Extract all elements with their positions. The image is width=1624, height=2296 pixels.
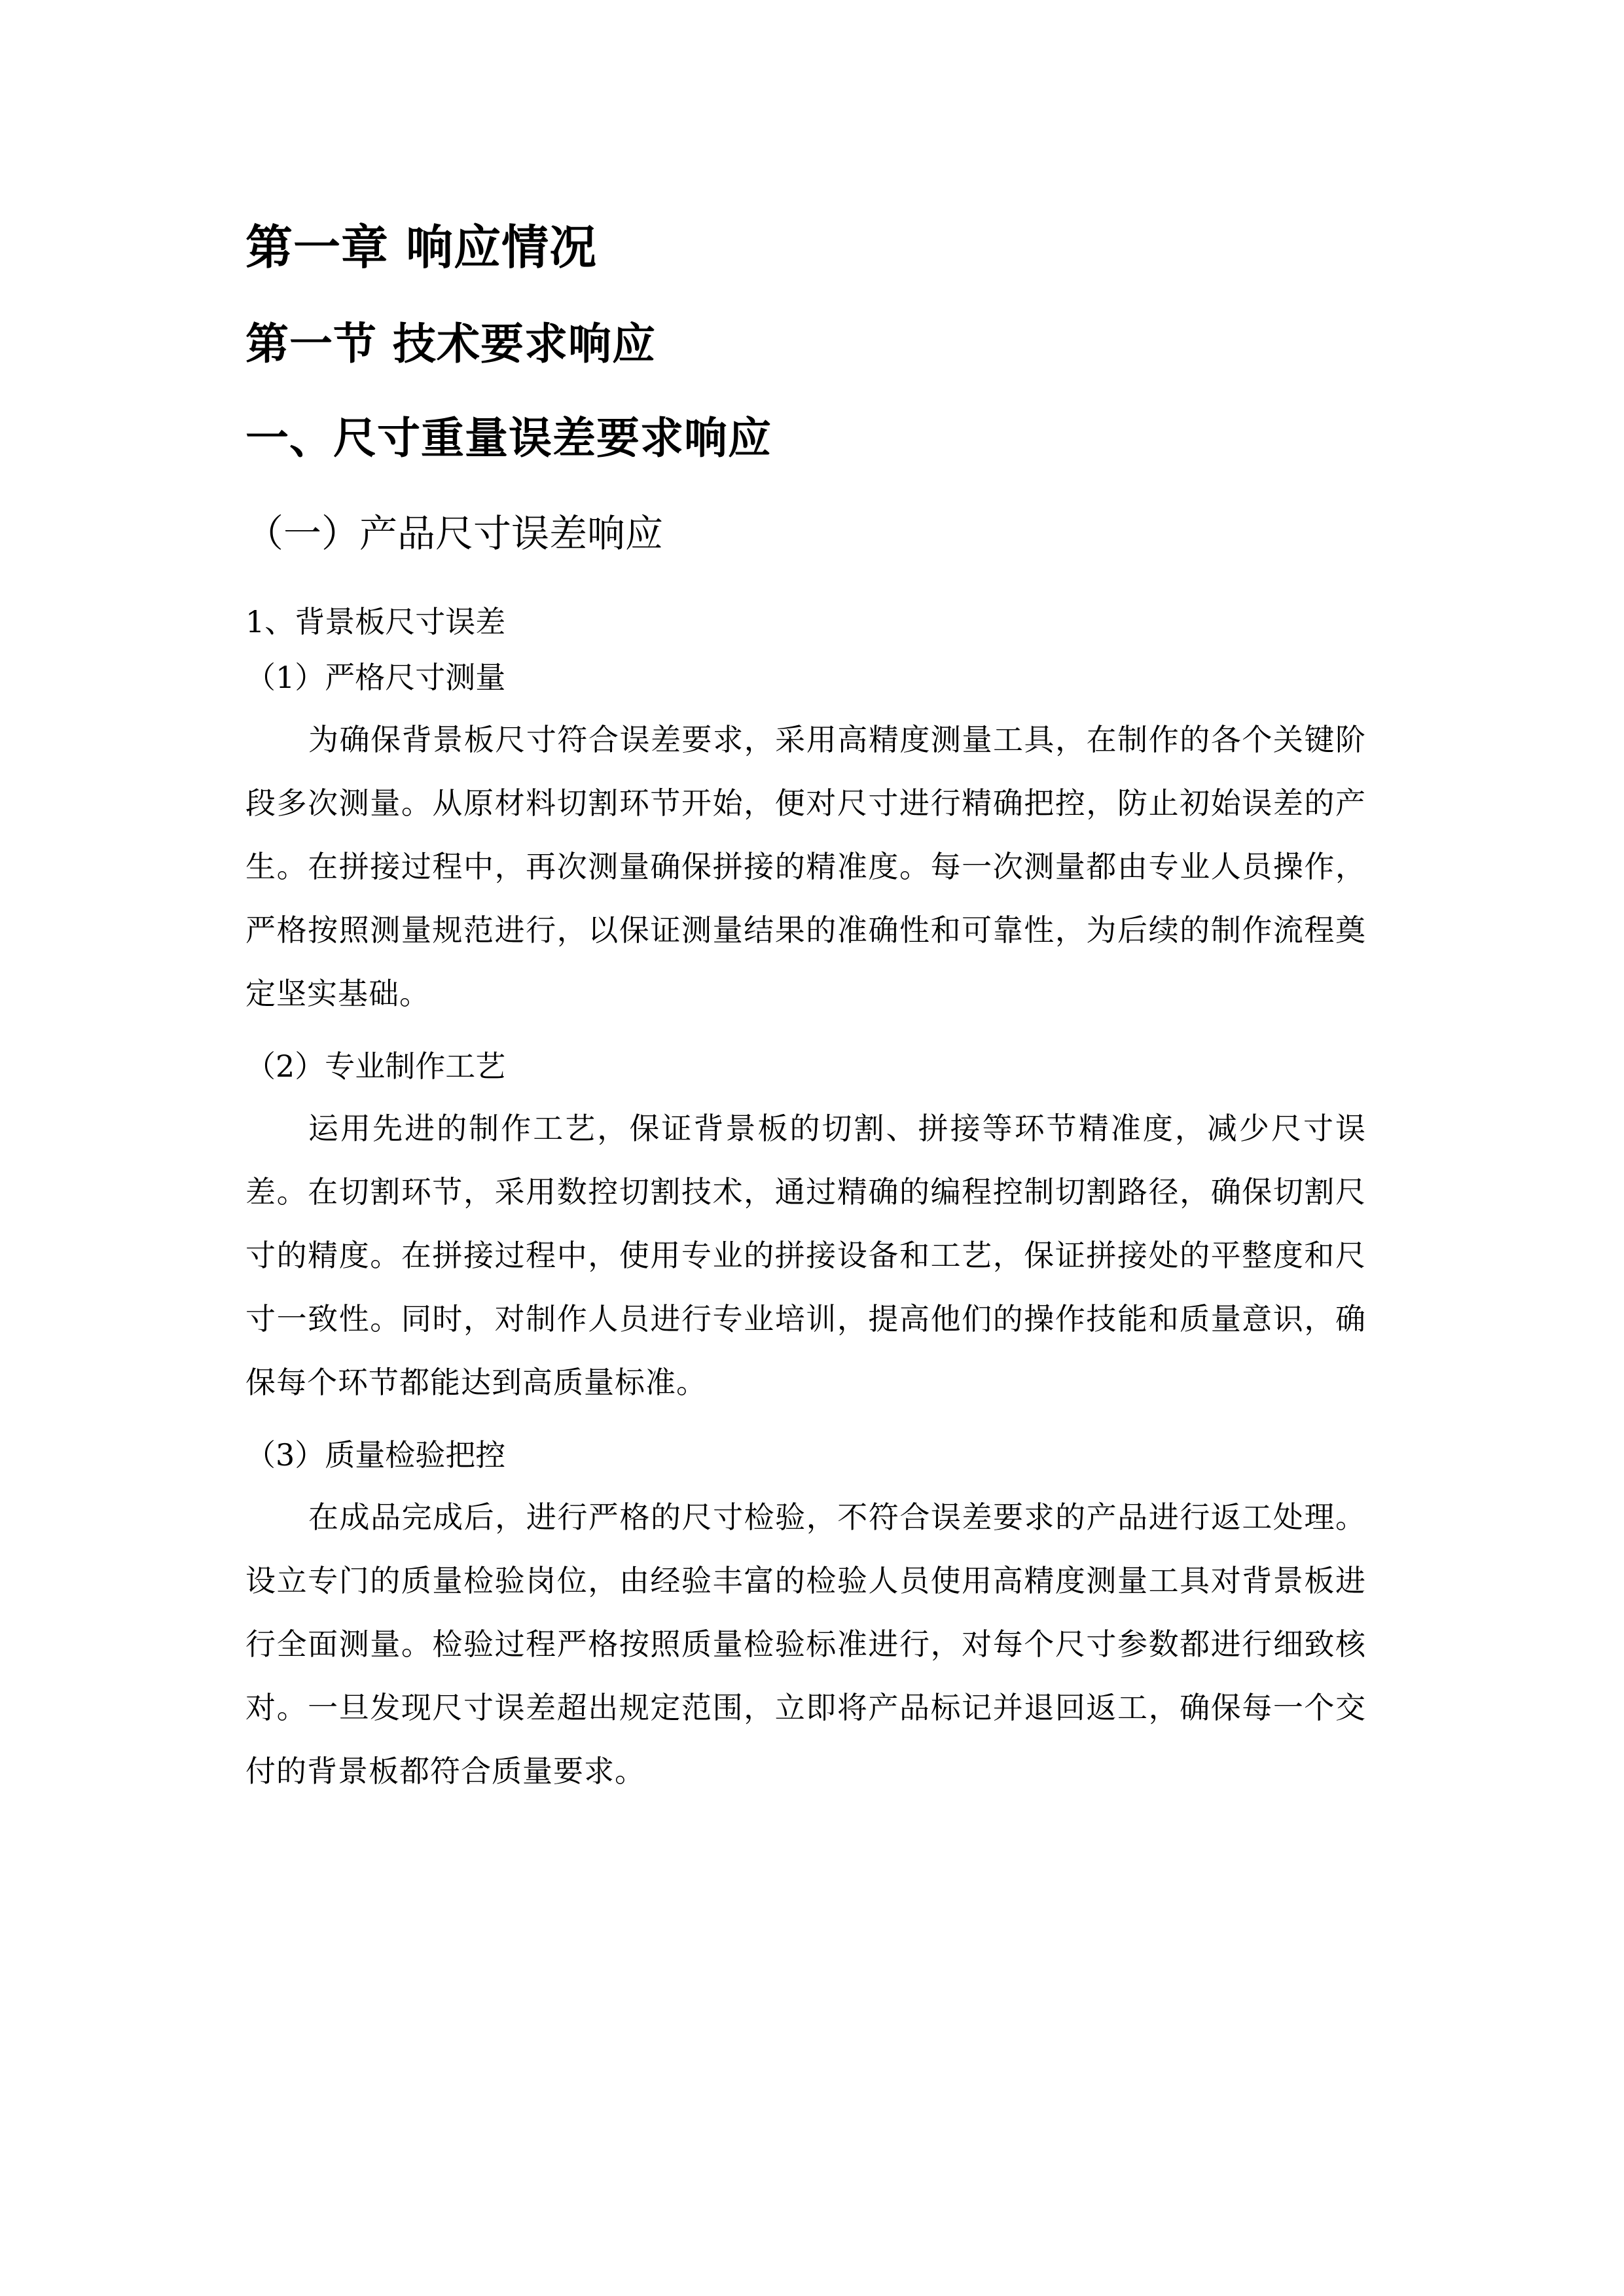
- subsubsection-title: （一）产品尺寸误差响应: [245, 511, 664, 556]
- point-body-2: 运用先进的制作工艺，保证背景板的切割、拼接等环节精准度，减少尺寸误差。在切割环节，采用数控切割技术，通过精确的编程控制切割路径，确保切割尺寸的精度。在拼接过程中，使用专业的拼接设备和工艺，保证拼接处的平整度和尺寸一致性。同时，对制作人员进行专业培训，提高他们的操作技能和质量意识，确保每个环节都能达到高质量标准。: [245, 1111, 1366, 1400]
- section-title: 第一节 技术要求响应: [245, 319, 656, 369]
- point-heading-2: （2）专业制作工艺: [245, 1049, 506, 1084]
- point-heading-3: （3）质量检验把控: [245, 1437, 506, 1473]
- subsection-title: 一、尺寸重量误差要求响应: [245, 413, 772, 463]
- point-body-1: 为确保背景板尺寸符合误差要求，采用高精度测量工具，在制作的各个关键阶段多次测量。从原材料切割环节开始，便对尺寸进行精确把控，防止初始误差的产生。在拼接过程中，再次测量确保拼接的精准度。每一次测量都由专业人员操作，严格按照测量规范进行，以保证测量结果的准确性和可靠性，为后续的制作流程奠定坚实基础。: [245, 722, 1366, 1011]
- chapter-title: 第一章 响应情况: [245, 220, 598, 275]
- item-title: 1、背景板尺寸误差: [245, 604, 506, 639]
- point-heading-1: （1）严格尺寸测量: [245, 660, 506, 695]
- point-body-3: 在成品完成后，进行严格的尺寸检验，不符合误差要求的产品进行返工处理。设立专门的质量检验岗位，由经验丰富的检验人员使用高精度测量工具对背景板进行全面测量。检验过程严格按照质量检验标准进行，对每个尺寸参数都进行细致核对。一旦发现尺寸误差超出规定范围，立即将产品标记并退回返工，确保每一个交付的背景板都符合质量要求。: [245, 1499, 1366, 1789]
